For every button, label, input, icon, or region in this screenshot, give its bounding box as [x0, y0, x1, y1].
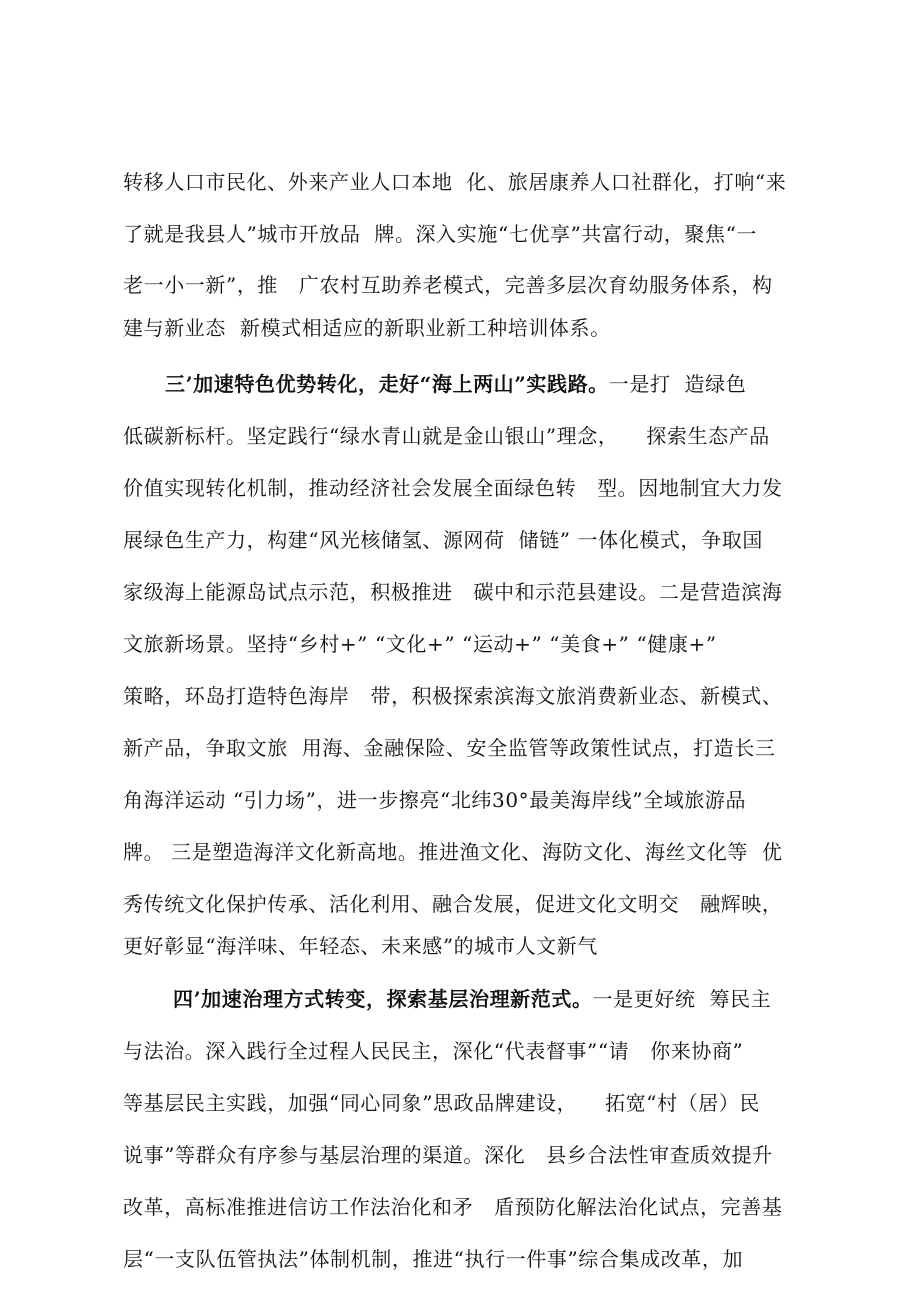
paragraph-line: 策略，环岛打造特色海岸 带，积极探索滨海文旅消费新业态、新模式、	[123, 684, 783, 708]
paragraph-line: 家级海上能源岛试点示范，积极推进 碳中和示范县建设。二是营造滨海	[123, 580, 783, 604]
paragraph-line: 与法治。深入践行全过程人民民主，深化“代表督事”“请 你来协商”	[123, 1039, 744, 1063]
paragraph-line: 等基层民主实践，加强“同心同象”思政品牌建设， 拓宽“村（居）民	[123, 1091, 761, 1115]
paragraph-line: 改革，高标准推进信访工作法治化和矛 盾预防化解法治化试点，完善基	[123, 1195, 783, 1219]
paragraph-line: 角海洋运动 “引力场”，进一步擦亮“北纬30°最美海岸线”全域旅游品	[123, 788, 747, 812]
paragraph-line: 展绿色生产力，构建“风光核储氢、源网荷 储链” 一体化模式，争取国	[123, 528, 763, 552]
section-four-first-line-rest: 一是更好统 筹民主	[592, 987, 772, 1011]
paragraph-line: 价值实现转化机制，推动经济社会发展全面绿色转 型。因地制宜大力发	[123, 476, 783, 500]
section-three-first-line	[165, 370, 746, 398]
paragraph-line: 牌。 三是塑造海洋文化新高地。推进渔文化、海防文化、海丝文化等 优	[123, 840, 783, 864]
paragraph-line: 新产品，争取文旅 用海、金融保险、安全监管等政策性试点，打造长三	[123, 736, 776, 760]
paragraph-line: 更好彰显“海洋味、年轻态、未来感”的城市人文新气	[123, 934, 598, 958]
paragraph-line: 低碳新标杆。坚定践行“绿水青山就是金山银山”理念， 探索生态产品	[123, 424, 770, 448]
paragraph-line: 文旅新场景。坚持“乡村+” “文化+” “运动+” “美食+” “健康+”	[123, 632, 717, 656]
paragraph-line: 说事”等群众有序参与基层治理的渠道。深化 县乡合法性审查质效提升	[123, 1143, 773, 1167]
paragraph-line: 老一小一新”，推 广农村互助养老模式，完善多层次育幼服务体系，构	[123, 273, 773, 297]
paragraph-line: 转移人口市民化、外来产业人口本地 化、旅居康养人口社群化，打响“来	[123, 170, 787, 194]
paragraph-line: 建与新业态 新模式相适应的新职业新工种培训体系。	[123, 316, 611, 340]
section-three-heading: 三’加速特色优势转化，走好“海上两山”实践路。	[165, 372, 609, 396]
paragraph-line: 秀传统文化保护传承、活化利用、融合发展，促进文化文明交 融辉映，	[123, 892, 783, 916]
section-three-first-line-rest: 一是打 造绿色	[608, 372, 747, 396]
section-four-heading: 四’加速治理方式转变，探索基层治理新范式。	[173, 987, 593, 1011]
paragraph-line: 了就是我县人”城市开放品 牌。深入实施“七优享”共富行动，聚焦“一	[123, 222, 758, 246]
paragraph-line: 层“一支队伍管执法”体制机制，推进“执行一件事”综合集成改革，加	[123, 1247, 744, 1271]
section-four-first-line	[173, 985, 771, 1013]
